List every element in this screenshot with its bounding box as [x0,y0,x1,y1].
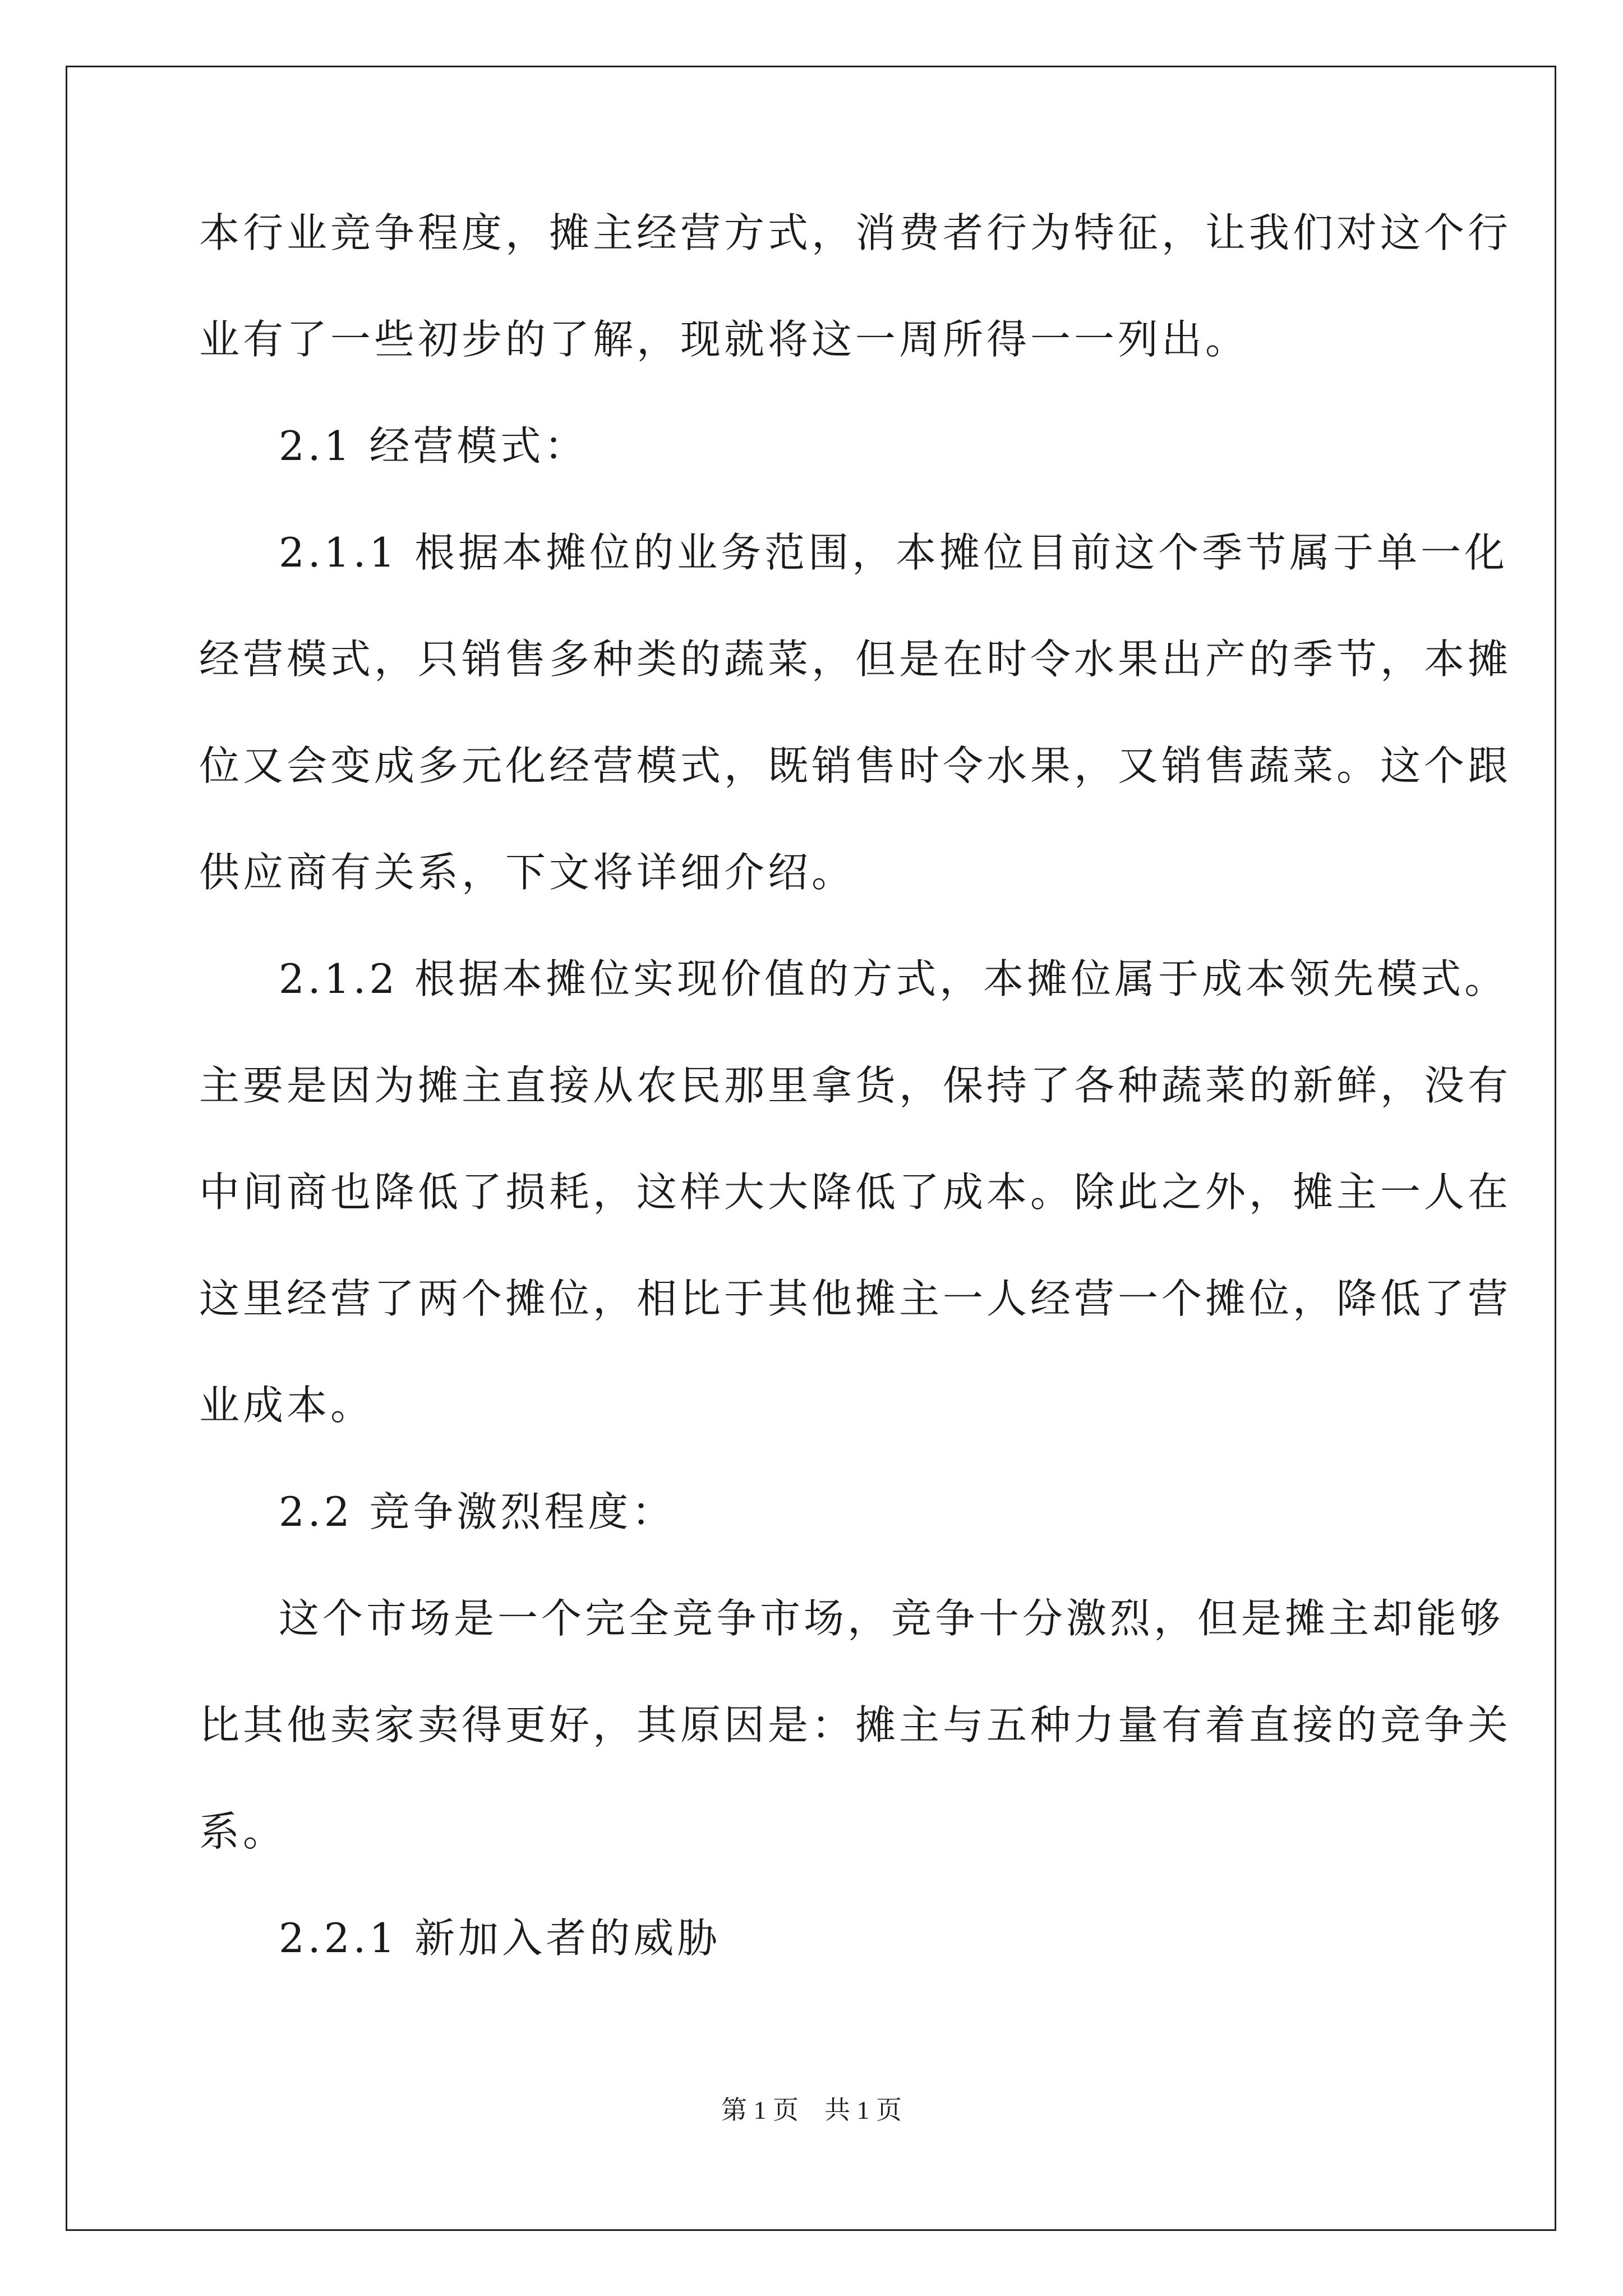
section-heading: 2.2 竞争激烈程度： [279,1488,676,1535]
text-line: 比其他卖家卖得更好，其原因是：摊主与五种力量有着直接的竞争关 [199,1701,1512,1749]
text-line: 系。 [199,1808,287,1855]
text-line: 主要是因为摊主直接从农民那里拿货，保持了各种蔬菜的新鲜，没有 [199,1062,1512,1109]
page-number: 第 1 页 共 1 页 [721,2096,902,2124]
text-line: 本行业竞争程度，摊主经营方式，消费者行为特征，让我们对这个行 [199,209,1512,256]
section-heading: 2.1 经营模式： [279,422,588,470]
text-line: 中间商也降低了损耗，这样大大降低了成本。除此之外，摊主一人在 [199,1168,1512,1216]
text-line: 这里经营了两个摊位，相比于其他摊主一人经营一个摊位，降低了营 [199,1275,1512,1322]
text-line: 经营模式，只销售多种类的蔬菜，但是在时令水果出产的季节，本摊 [199,636,1512,683]
text-line: 供应商有关系，下文将详细介绍。 [199,849,856,896]
text-line: 业成本。 [199,1382,375,1429]
text-line: 这个市场是一个完全竞争市场，竞争十分激烈，但是摊主却能够 [279,1595,1504,1642]
text-line: 2.1.2 根据本摊位实现价值的方式，本摊位属于成本领先模式。 [279,955,1509,1002]
text-line: 2.1.1 根据本摊位的业务范围，本摊位目前这个季节属于单一化 [279,529,1509,576]
text-line: 位又会变成多元化经营模式，既销售时令水果，又销售蔬菜。这个跟 [199,742,1512,789]
text-line: 业有了一些初步的了解，现就将这一周所得一一列出。 [199,316,1249,363]
section-heading: 2.2.1 新加入者的威胁 [279,1915,721,1962]
